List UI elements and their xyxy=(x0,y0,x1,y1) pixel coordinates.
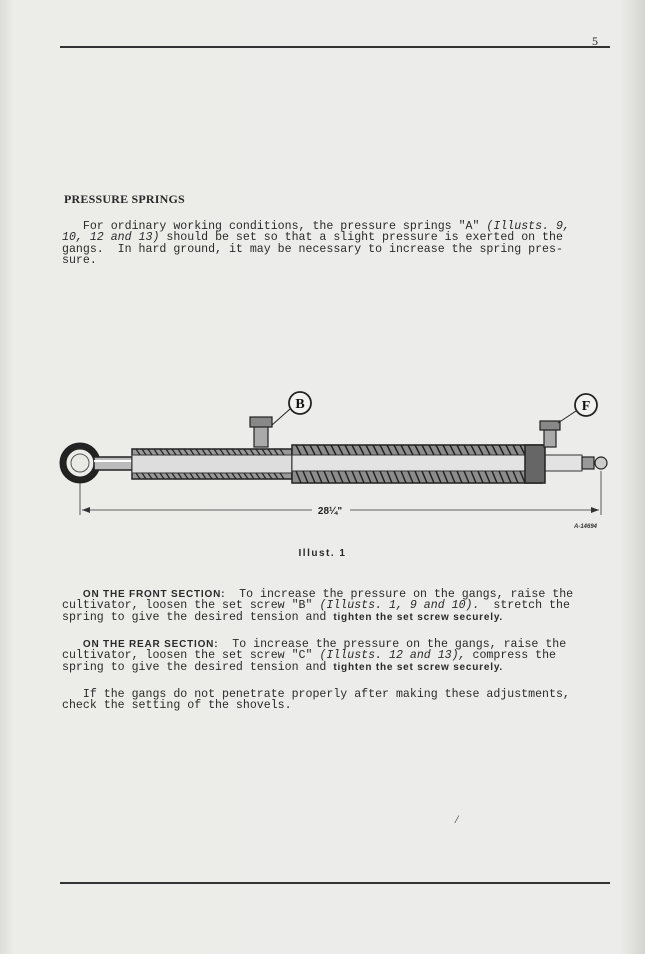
top-rule xyxy=(60,46,610,48)
label-f: F xyxy=(581,399,591,414)
rear-section-paragraph: ON THE REAR SECTION: To increase the pressure on the gangs, raise the cultivator, loosen the set screw "C" (Illusts. 12 and 13), compress the spring to give the desired tension and tighten the set screw securely. xyxy=(62,638,567,674)
figure-caption: Illust. 1 xyxy=(298,548,347,559)
intro-paragraph: For ordinary working conditions, the pressure springs "A" (Illusts. 9, 10, 12 and 13) should be set so that a slight pressure is exerted on the gangs. In hard ground, it may be necessary to increase the spring pres- sure. xyxy=(62,220,570,268)
dimension-label: 28¼" xyxy=(317,506,343,517)
figure-ref: A-14694 xyxy=(574,524,598,530)
front-section-paragraph: ON THE FRONT SECTION: To increase the pressure on the gangs, raise the cultivator, loosen the set screw "B" (Illusts. 1, 9 and 10). stretch the spring to give the desired tension and tighten the set screw securely. xyxy=(62,588,574,624)
section-heading: PRESSURE SPRINGS xyxy=(64,192,185,206)
closing-paragraph: If the gangs do not penetrate properly after making these adjustments, check the setting of the shovels. xyxy=(62,688,570,713)
page-number: 5 xyxy=(592,34,598,48)
bottom-rule xyxy=(60,882,610,884)
pressure-spring-illustration xyxy=(50,385,610,535)
margin-mark: / xyxy=(455,812,459,826)
label-b: B xyxy=(295,397,305,412)
